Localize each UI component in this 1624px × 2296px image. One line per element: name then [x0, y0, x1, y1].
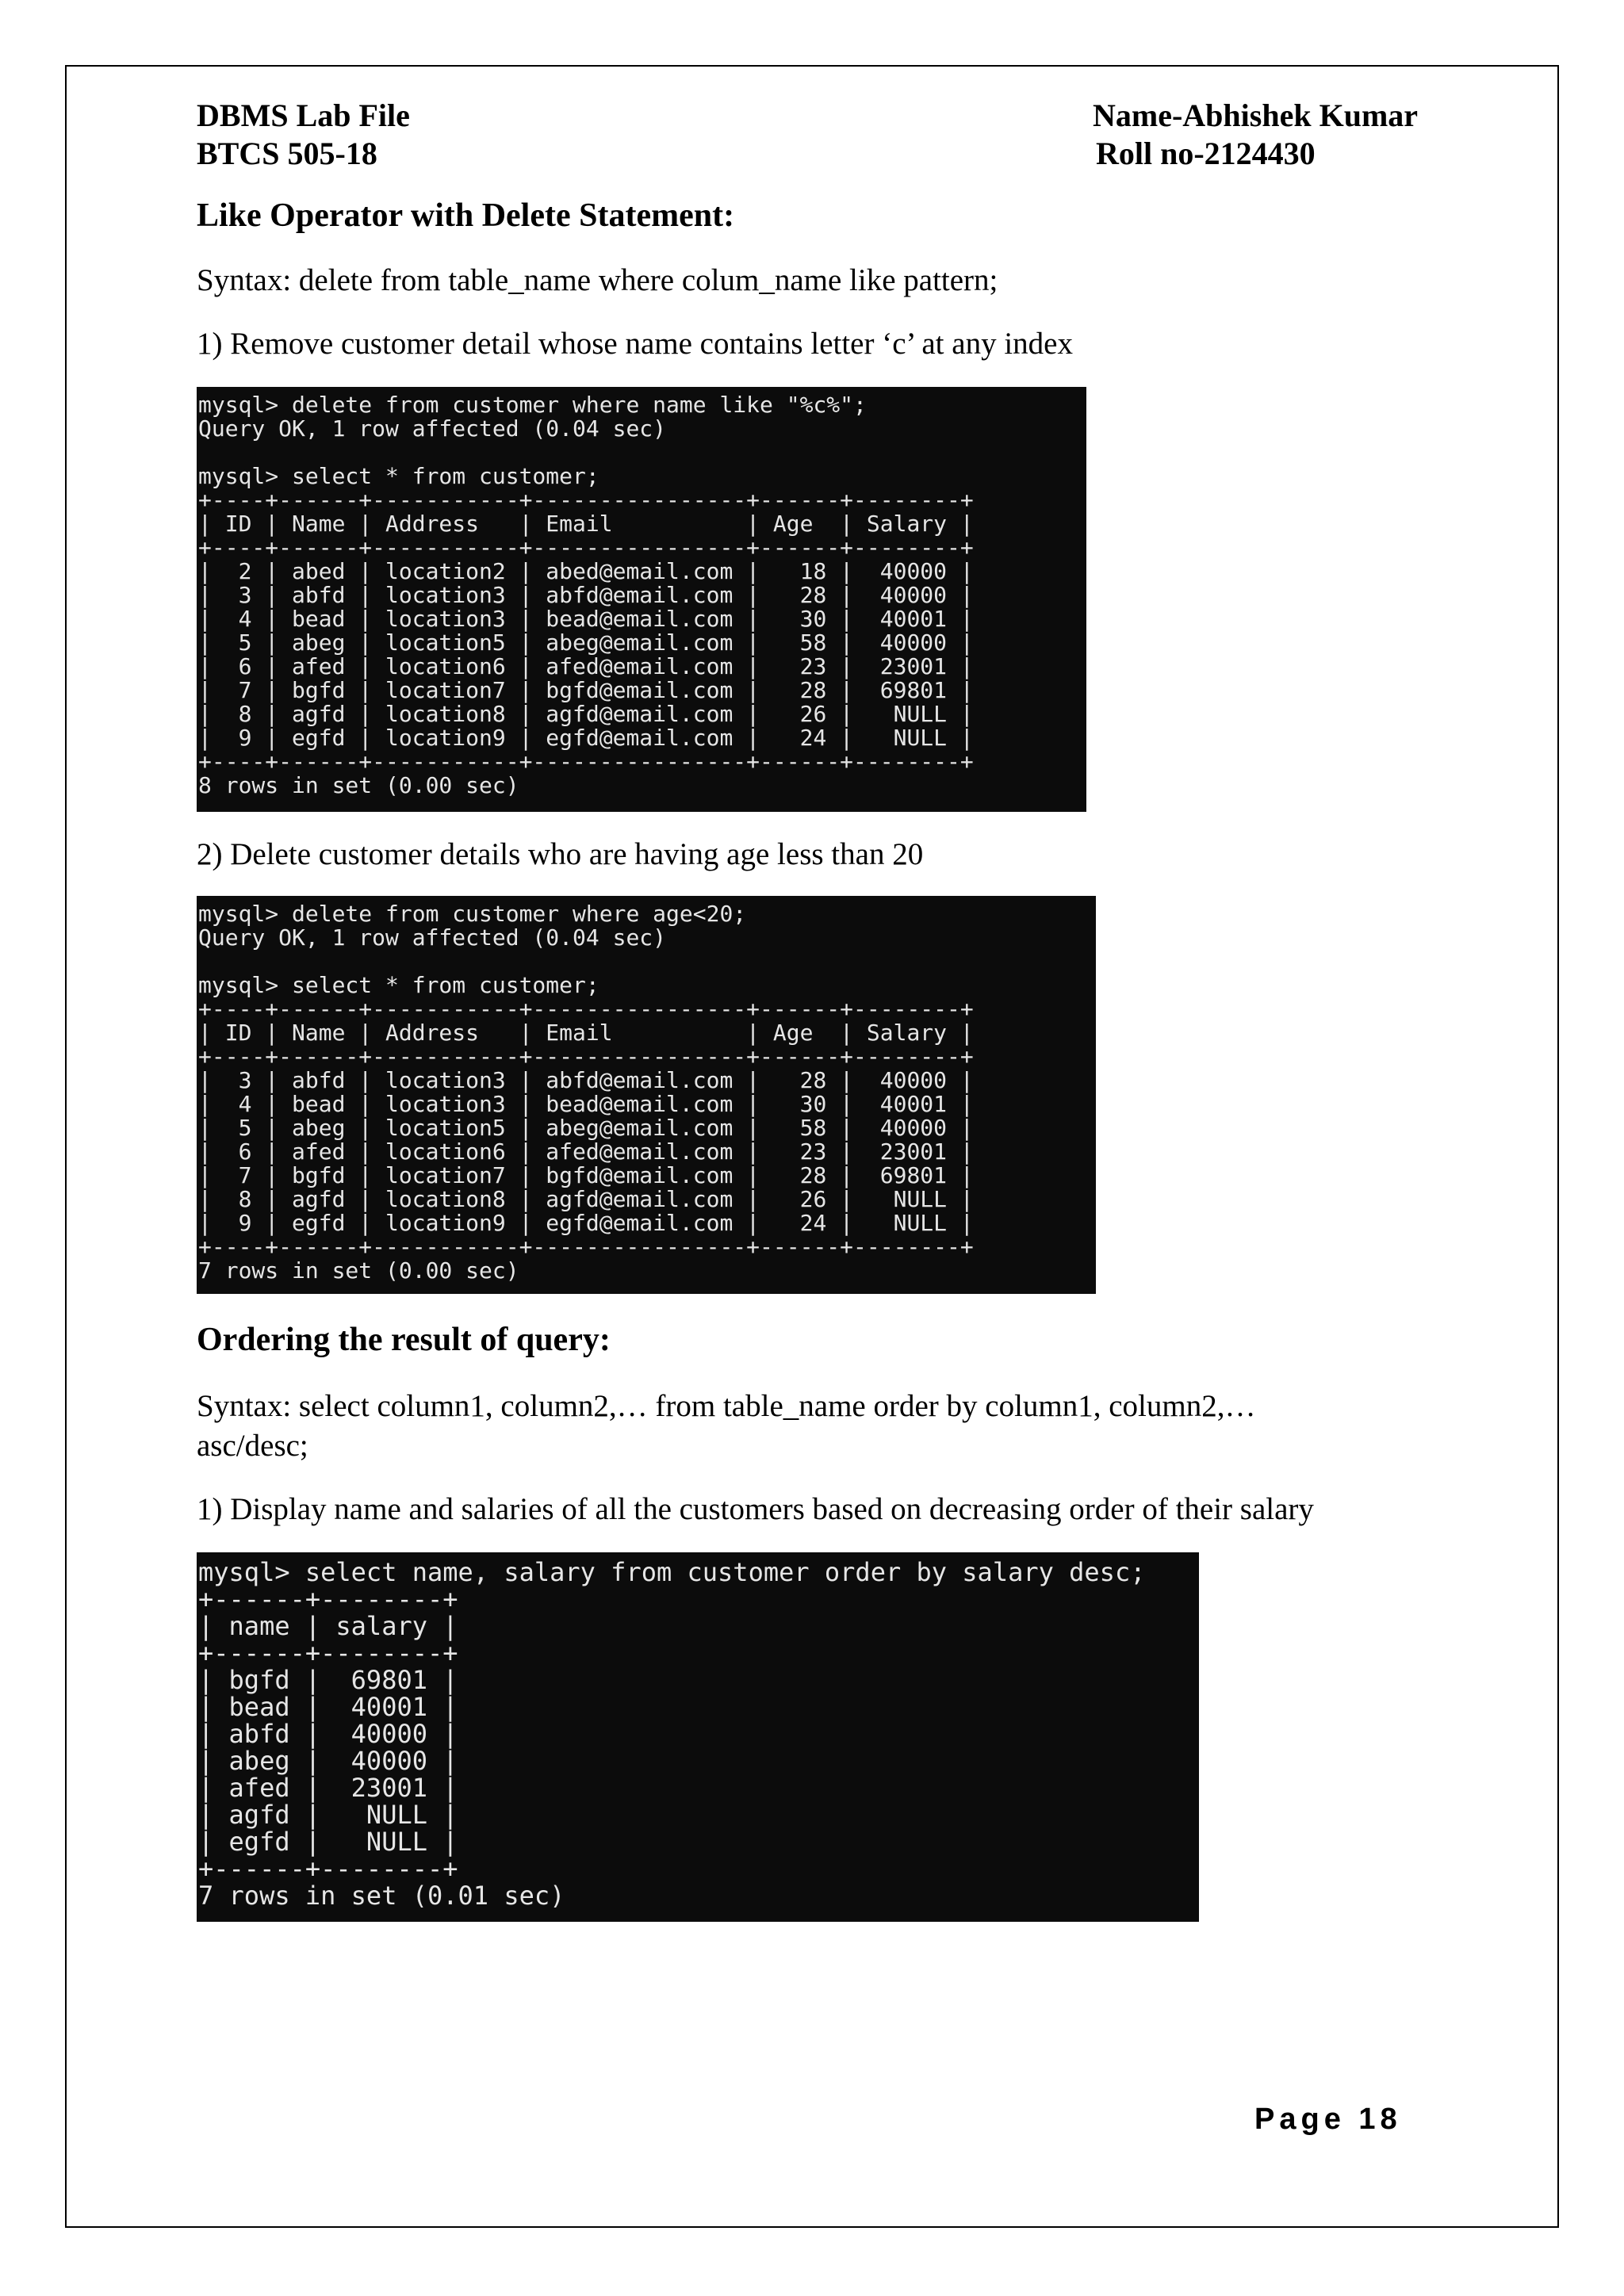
terminal-line: +----+------+-----------+----------------+------+--------+ [198, 996, 974, 1022]
terminal-line: | 9 | egfd | location9 | egfd@email.com | 24 | NULL | [198, 725, 974, 751]
syntax-order-line1: Syntax: select column1, column2,… from table_name order by column1, column2,… [197, 1389, 1256, 1423]
terminal-line: | 2 | abed | location2 | abed@email.com | 18 | 40000 | [198, 558, 974, 584]
terminal-line: | abfd | 40000 | [198, 1719, 458, 1749]
terminal-line: | 4 | bead | location3 | bead@email.com | 30 | 40001 | [198, 606, 974, 632]
terminal-line: +----+------+-----------+----------------+------+--------+ [198, 748, 974, 775]
terminal-line: | 7 | bgfd | location7 | bgfd@email.com | 28 | 69801 | [198, 1162, 974, 1188]
terminal-output-1 [197, 387, 1086, 812]
course-code: BTCS 505-18 [197, 136, 377, 171]
terminal-line: | 9 | egfd | location9 | egfd@email.com | 24 | NULL | [198, 1210, 974, 1236]
terminal-line [198, 441, 1086, 465]
terminal-output-3 [197, 1552, 1199, 1922]
terminal-line: | 3 | abfd | location3 | abfd@email.com | 28 | 40000 | [198, 1067, 974, 1093]
terminal-line: mysql> delete from customer where name like "%c%"; [198, 392, 867, 418]
doc-title: DBMS Lab File [197, 98, 410, 133]
terminal-line: | 8 | agfd | location8 | agfd@email.com | 26 | NULL | [198, 1186, 974, 1212]
terminal-line: mysql> select * from customer; [198, 463, 599, 489]
terminal-line: +------+--------+ [198, 1584, 458, 1614]
terminal-line: | bead | 40001 | [198, 1692, 458, 1722]
terminal-line: | 5 | abeg | location5 | abeg@email.com | 58 | 40000 | [198, 1115, 974, 1141]
terminal-line: 8 rows in set (0.00 sec) [198, 772, 519, 798]
terminal-line: | 5 | abeg | location5 | abeg@email.com | 58 | 40000 | [198, 629, 974, 656]
terminal-line: | abeg | 40000 | [198, 1746, 458, 1776]
terminal-line: | ID | Name | Address | Email | Age | Salary | [198, 1020, 974, 1046]
terminal-line: | 3 | abfd | location3 | abfd@email.com | 28 | 40000 | [198, 582, 974, 608]
terminal-line: 7 rows in set (0.00 sec) [198, 1257, 519, 1284]
question-1: 1) Remove customer detail whose name contains letter ‘c’ at any index [197, 327, 1073, 361]
terminal-line: | 6 | afed | location6 | afed@email.com | 23 | 23001 | [198, 1138, 974, 1165]
roll-number: Roll no-2124430 [1096, 136, 1316, 171]
terminal-line: mysql> select name, salary from customer order by salary desc; [198, 1557, 1146, 1587]
terminal-line: +----+------+-----------+----------------+------+--------+ [198, 534, 974, 561]
terminal-line: | 7 | bgfd | location7 | bgfd@email.com | 28 | 69801 | [198, 677, 974, 703]
question-2: 2) Delete customer details who are having age less than 20 [197, 837, 924, 871]
section-heading-like-delete: Like Operator with Delete Statement: [197, 197, 735, 234]
terminal-line: | name | salary | [198, 1611, 458, 1641]
terminal-line: +------+--------+ [198, 1854, 458, 1884]
terminal-line: mysql> select * from customer; [198, 972, 599, 998]
terminal-line: Query OK, 1 row affected (0.04 sec) [198, 415, 667, 442]
terminal-line: | 4 | bead | location3 | bead@email.com | 30 | 40001 | [198, 1091, 974, 1117]
page-number: Page 18 [1254, 2103, 1402, 2136]
terminal-line: +----+------+-----------+----------------+------+--------+ [198, 1234, 974, 1260]
syntax-delete: Syntax: delete from table_name where colum_name like pattern; [197, 263, 998, 297]
terminal-line: | agfd | NULL | [198, 1800, 458, 1830]
terminal-line: +------+--------+ [198, 1638, 458, 1668]
terminal-line: | 8 | agfd | location8 | agfd@email.com | 26 | NULL | [198, 701, 974, 727]
terminal-line: 7 rows in set (0.01 sec) [198, 1881, 565, 1911]
terminal-line: | bgfd | 69801 | [198, 1665, 458, 1695]
terminal-line: | afed | 23001 | [198, 1773, 458, 1803]
question-3: 1) Display name and salaries of all the customers based on decreasing order of their salary [197, 1492, 1314, 1526]
terminal-line: +----+------+-----------+----------------+------+--------+ [198, 1043, 974, 1070]
terminal-line [198, 950, 1096, 974]
terminal-line: +----+------+-----------+----------------+------+--------+ [198, 487, 974, 513]
terminal-line: mysql> delete from customer where age<20; [198, 901, 747, 927]
terminal-line: | egfd | NULL | [198, 1827, 458, 1857]
terminal-line: | 6 | afed | location6 | afed@email.com | 23 | 23001 | [198, 653, 974, 679]
terminal-output-2 [197, 896, 1096, 1294]
syntax-order-line2: asc/desc; [197, 1429, 308, 1463]
student-name: Name-Abhishek Kumar [1093, 98, 1419, 133]
terminal-line: | ID | Name | Address | Email | Age | Salary | [198, 511, 974, 537]
terminal-line: Query OK, 1 row affected (0.04 sec) [198, 924, 667, 951]
section-heading-ordering: Ordering the result of query: [197, 1322, 611, 1358]
